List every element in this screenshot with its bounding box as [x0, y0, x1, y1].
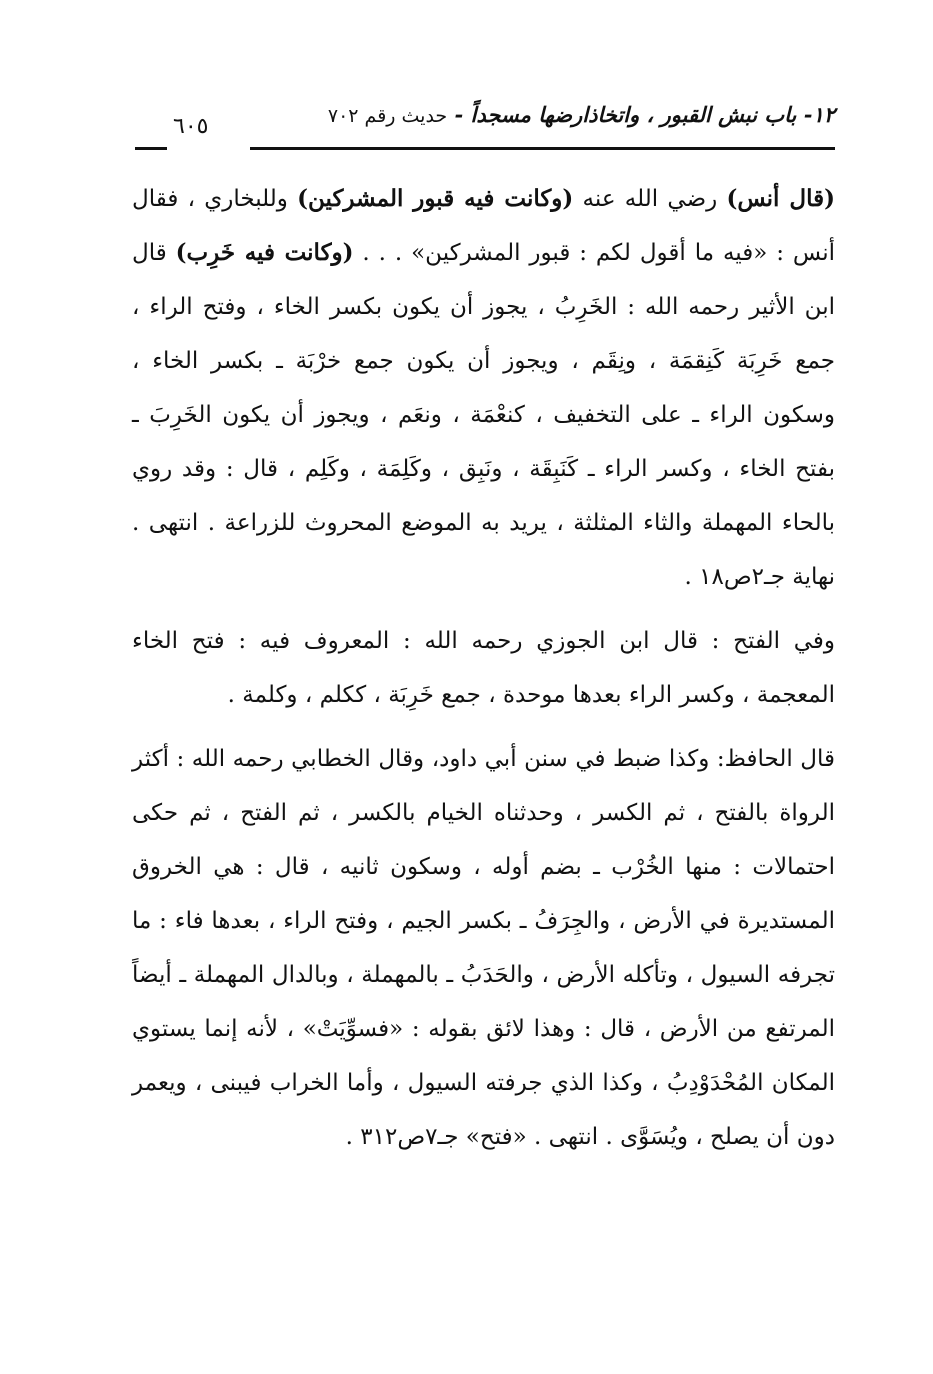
bold-phrase: (وكانت فيه قبور المشركين) — [297, 185, 574, 212]
text-run: وفي الفتح : قال ابن الجوزي رحمه الله : المعروف فيه : فتح الخاء المعجمة ، وكسر الراء بعدها موحدة ، جمع خَرِبَة ، ككلم ، وكلمة . — [132, 628, 835, 708]
paragraph-3 — [132, 732, 835, 1164]
text-run: رضي الله عنه — [573, 186, 727, 212]
paragraph-2 — [132, 614, 835, 722]
paragraph-1 — [132, 172, 835, 604]
header-separator: - — [447, 102, 471, 127]
bold-phrase: (وكانت فيه خَرِب) — [175, 239, 354, 266]
running-header — [135, 100, 835, 150]
chapter-title: ١٢- باب نبش القبور ، واتخاذارضها مسجداً — [470, 102, 835, 127]
chapter-heading — [328, 102, 835, 127]
text-run: قال ابن الأثير رحمه الله : الخَرِبُ ، يجوز أن يكون بكسر الخاء ، وفتح الراء ، جمع خَرِبَة كَنِقمَة ، ونِقَم ، ويجوز أن يكون جمع خرْبَة ـ بكسر الخاء ، وسكون الراء ـ على التخفيف ، كنعْمَة ، ونعَم ، ويجوز أن يكون الخَرِبَ ـ بفتح الخاء ، وكسر الراء ـ كَنَبِقَة ، ونَبِق ، وكَلِمَة ، وكَلِم ، قال : وقد روي بالحاء المهملة والثاء المثلثة ، يريد به الموضع المحروث للزراعة . انتهى . نهاية جـ٢ص١٨ . — [132, 240, 835, 590]
text-run: وللبخاري ، فقال أنس : «فيه ما أقول لكم : قبور المشركين» . . . — [132, 186, 836, 266]
hadith-reference: حديث رقم ٧٠٢ — [327, 105, 448, 127]
header-rule — [250, 147, 835, 150]
page-number: ٦٠٥ — [173, 114, 209, 139]
text-run: قال الحافظ: وكذا ضبط في سنن أبي داود، وقال الخطابي رحمه الله : أكثر الرواة بالفتح ، ثم الكسر ، وحدثناه الخيام بالكسر ، ثم الفتح ، ثم حكى احتمالات : منها الخُرْب ـ بضم أوله ، وسكون ثانيه ، قال : هي الخروق المستديرة في الأرض ، والجِرَفُ ـ بكسر الجيم ، وفتح الراء ، بعدها فاء : ما تجرفه السيول ، وتأكله الأرض ، والحَدَبُ ـ بالمهملة ، وبالدال المهملة ـ أيضاً المرتفع من الأرض ، قال : وهذا لائق بقوله : «فسوِّيَتْ» ، لأنه إنما يستوي المكان المُحْدَوْدِبُ ، وكذا الذي جرفته السيول ، وأما الخراب فيبنى ، ويعمر دون أن يصلح ، ويُسَوَّى . انتهى . «فتح» جـ٧ص٣١٢ . — [132, 746, 835, 1150]
body-text — [132, 172, 835, 1164]
page-number-rule — [135, 147, 167, 150]
bold-phrase: (قال أنس) — [726, 185, 835, 212]
